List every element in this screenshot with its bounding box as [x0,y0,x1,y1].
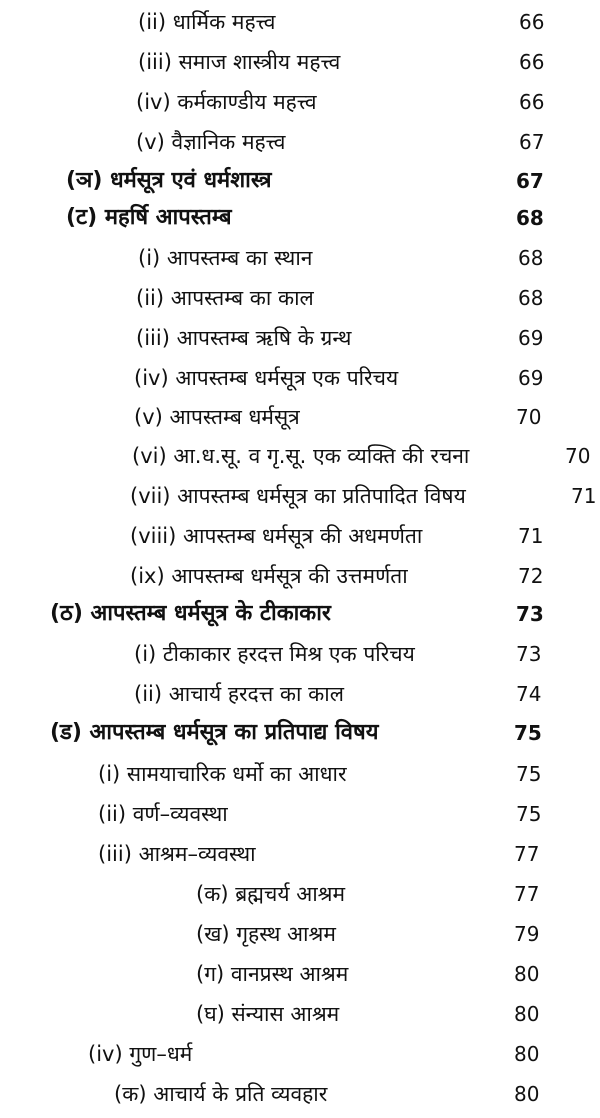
toc-entry [0,754,600,794]
toc-entry [0,914,600,954]
page-number: 75 [516,762,542,786]
toc-entry [0,82,600,122]
toc-entry [0,516,600,556]
page-number: 67 [519,130,545,154]
entry-title: (घ) संन्यास आश्रम [196,1002,340,1026]
entry-title: (vi) आ.ध.सू. व गृ.सू. एक व्यक्ति की रचना [132,444,470,468]
entry-title: (v) वैज्ञानिक महत्त्व [136,130,286,154]
page-number: 77 [514,842,540,866]
page-number: 71 [571,484,597,508]
toc-entry [0,954,600,994]
page-number: 68 [516,206,544,230]
toc-entry [0,556,600,596]
toc-entry [0,42,600,82]
page-number: 80 [514,962,540,986]
entry-title: (ii) आचार्य हरदत्त का काल [134,682,344,706]
toc-entry [0,1034,600,1074]
toc-entry [0,358,600,398]
toc-entry [0,634,600,674]
page-number: 75 [514,721,542,745]
entry-title: (iii) आपस्तम्ब ऋषि के ग्रन्थ [136,326,352,350]
entry-title: (i) सामयाचारिक धर्मो का आधार [98,762,347,786]
toc-entry [0,476,600,516]
toc-entry [0,122,600,162]
toc-section-heading [0,713,600,753]
page-number: 72 [518,564,544,588]
entry-title: (क) ब्रह्मचर्य आश्रम [196,882,346,906]
entry-title: (v) आपस्तम्ब धर्मसूत्र [134,405,300,429]
entry-title: (ii) आपस्तम्ब का काल [136,286,314,310]
page-number: 73 [516,602,544,626]
toc-section-heading [0,161,600,201]
page-number: 68 [518,286,544,310]
toc-entry [0,278,600,318]
toc-entry [0,994,600,1034]
entry-title: (i) आपस्तम्ब का स्थान [138,246,313,270]
page-number: 67 [516,169,544,193]
page-number: 80 [514,1082,540,1106]
page-number: 71 [518,524,544,548]
toc-entry [0,794,600,834]
page-number: 73 [516,642,542,666]
entry-title: (vii) आपस्तम्ब धर्मसूत्र का प्रतिपादित विषय [130,484,466,508]
entry-title: (iv) कर्मकाण्डीय महत्त्व [136,90,317,114]
section-title: (ठ) आपस्तम्ब धर्मसूत्र के टीकाकार [50,601,331,626]
entry-title: (ix) आपस्तम्ब धर्मसूत्र की उत्तमर्णता [130,564,408,588]
section-title: (ञ) धर्मसूत्र एवं धर्मशास्त्र [66,168,272,193]
toc-entry [0,238,600,278]
toc-entry [0,674,600,714]
page-number: 66 [519,50,545,74]
page-number: 75 [516,802,542,826]
entry-title: (iii) समाज शास्त्रीय महत्त्व [138,50,341,74]
page-number: 74 [516,682,542,706]
toc-entry [0,436,600,476]
page-number: 66 [519,10,545,34]
entry-title: (iv) गुण–धर्म [88,1042,193,1066]
page-number: 66 [519,90,545,114]
page-number: 79 [514,922,540,946]
page-number: 69 [518,366,544,390]
entry-title: (क) आचार्य के प्रति व्यवहार [114,1082,328,1106]
entry-title: (ग) वानप्रस्थ आश्रम [196,962,349,986]
entry-title: (i) टीकाकार हरदत्त मिश्र एक परिचय [134,642,415,666]
page-number: 69 [518,326,544,350]
page-number: 77 [514,882,540,906]
entry-title: (ख) गृहस्थ आश्रम [196,922,336,946]
toc-section-heading [0,594,600,634]
entry-title: (ii) वर्ण–व्यवस्था [98,802,228,826]
toc-entry [0,397,600,437]
page-number: 68 [518,246,544,270]
toc-entry [0,2,600,42]
toc-entry [0,1074,600,1114]
page-number: 70 [516,405,542,429]
page-number: 70 [565,444,591,468]
entry-title: (viii) आपस्तम्ब धर्मसूत्र की अधमर्णता [130,524,423,548]
entry-title: (iii) आश्रम–व्यवस्था [98,842,256,866]
entry-title: (ii) धार्मिक महत्त्व [138,10,276,34]
toc-entry [0,874,600,914]
section-title: (ट) महर्षि आपस्तम्ब [66,205,232,230]
toc-entry [0,834,600,874]
page-number: 80 [514,1002,540,1026]
entry-title: (iv) आपस्तम्ब धर्मसूत्र एक परिचय [134,366,399,390]
toc-entry [0,318,600,358]
section-title: (ड) आपस्तम्ब धर्मसूत्र का प्रतिपाद्य विषय [50,720,379,745]
toc-section-heading [0,198,600,238]
page-number: 80 [514,1042,540,1066]
